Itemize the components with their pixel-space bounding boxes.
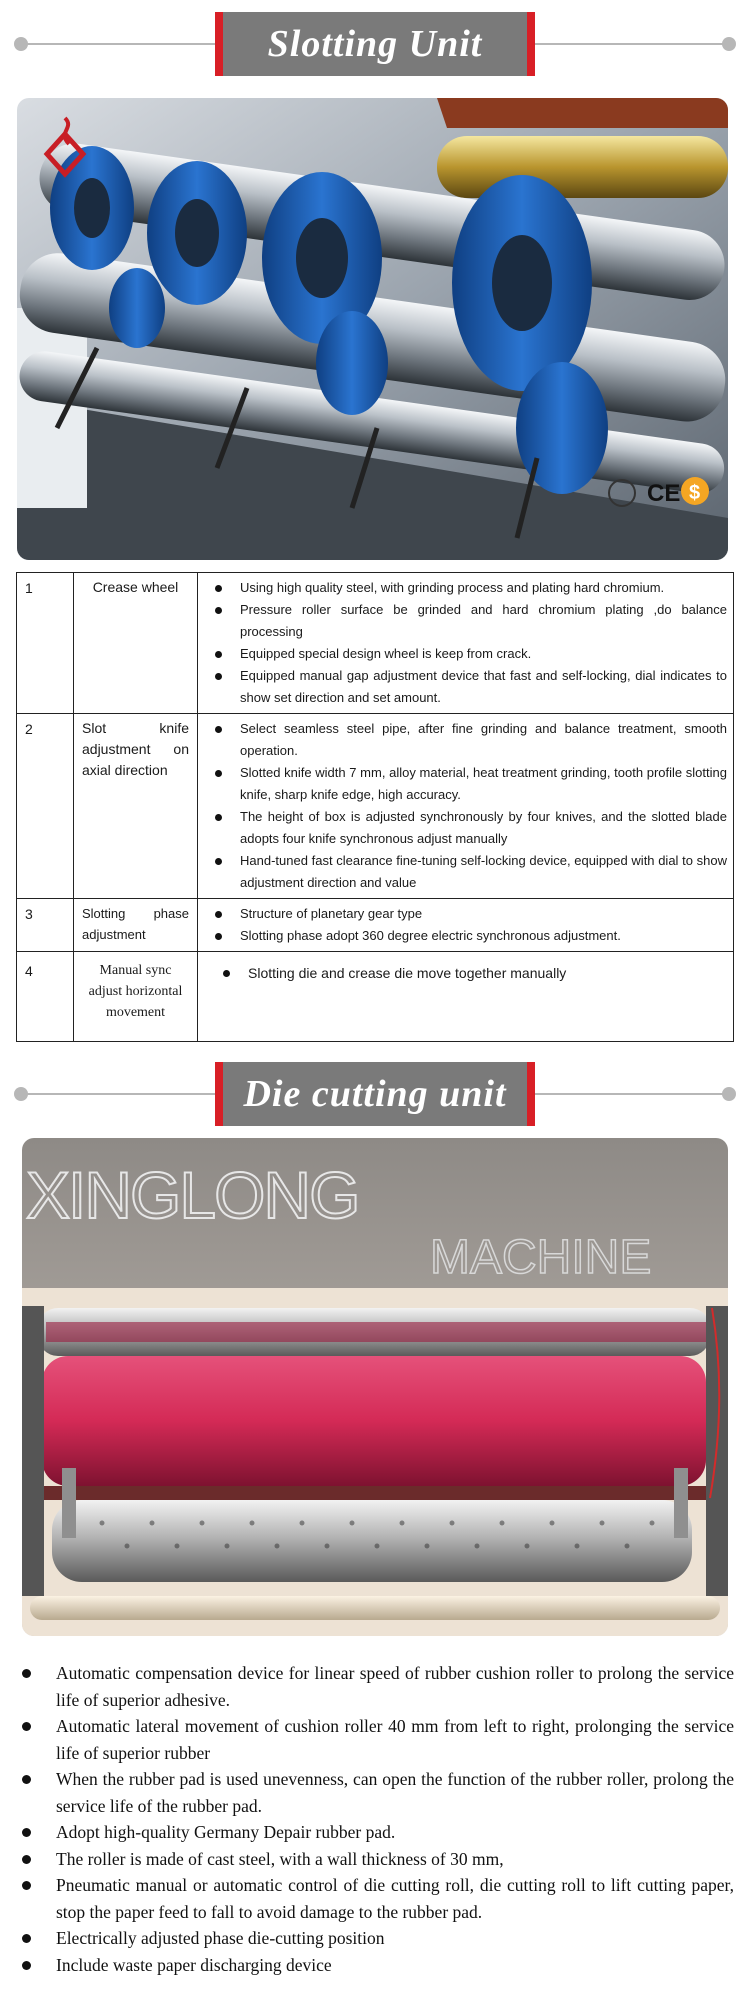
list-item: Automatic lateral movement of cushion roller 40 mm from left to right, prolonging the service life of superior rubber xyxy=(22,1713,734,1766)
list-item: Slotting phase adopt 360 degree electric synchronous adjustment. xyxy=(212,925,727,947)
row-number: 2 xyxy=(17,714,74,899)
list-item: Slotting die and crease die move together manually xyxy=(220,962,727,984)
slotting-unit-title: Slotting Unit xyxy=(267,23,483,65)
die-cutting-unit-title-box xyxy=(215,1062,535,1126)
slotting-unit-title-box xyxy=(215,12,535,76)
row-item-name: Manual sync adjust horizontal movement xyxy=(74,952,198,1042)
photo-sign-xinglong: XINGLONG xyxy=(26,1158,359,1232)
list-item: The height of box is adjusted synchronously by four knives, and the slotted blade adopts four knife synchronous adjust manually xyxy=(212,806,727,850)
row-item-name: Slot knife adjustment on axial direction xyxy=(74,714,198,899)
header-dot-right xyxy=(722,1087,736,1101)
die-cutting-unit-header xyxy=(0,1062,750,1126)
row-description xyxy=(198,899,734,952)
blue-slotting-wheel xyxy=(50,146,134,270)
row-description xyxy=(198,714,734,899)
list-item: Electrically adjusted phase die-cutting position xyxy=(22,1925,734,1952)
list-item: Structure of planetary gear type xyxy=(212,903,727,925)
row-number: 3 xyxy=(17,899,74,952)
row-description xyxy=(198,573,734,714)
slotting-spec-table xyxy=(16,572,734,1042)
header-dot-right xyxy=(722,37,736,51)
row-item-name: Slotting phase adjustment xyxy=(74,899,198,952)
list-item: Slotted knife width 7 mm, alloy material, heat treatment grinding, tooth profile slotting knife, sharp knife edge, high accuracy. xyxy=(212,762,727,806)
ce-mark-icon: CE xyxy=(647,480,681,507)
die-cutting-feature-list xyxy=(22,1660,734,1978)
table-row xyxy=(17,952,734,1042)
table-row xyxy=(17,899,734,952)
list-item: Equipped special design wheel is keep from crack. xyxy=(212,643,727,665)
table-row xyxy=(17,573,734,714)
row-item-name: Crease wheel xyxy=(74,573,198,714)
dollar-shield-icon: $ xyxy=(689,482,701,504)
photo-sign-machine: MACHINE xyxy=(430,1231,652,1284)
die-cutting-unit-title: Die cutting unit xyxy=(243,1073,507,1115)
table-row xyxy=(17,714,734,899)
die-cutting-unit-photo xyxy=(22,1138,728,1636)
list-item: Automatic compensation device for linear speed of rubber cushion roller to prolong the service life of superior adhesive. xyxy=(22,1660,734,1713)
slotting-unit-header xyxy=(0,12,750,76)
row-number: 4 xyxy=(17,952,74,1042)
list-item: Pressure roller surface be grinded and hard chromium plating ,do balance processing xyxy=(212,599,727,643)
list-item: Hand-tuned fast clearance fine-tuning self-locking device, equipped with dial to show adjustment direction and value xyxy=(212,850,727,894)
list-item: Include waste paper discharging device xyxy=(22,1952,734,1979)
blue-slotting-wheel xyxy=(147,161,247,305)
slotting-unit-photo xyxy=(17,98,728,560)
list-item: When the rubber pad is used unevenness, can open the function of the rubber roller, prolong the service life of the rubber pad. xyxy=(22,1766,734,1819)
blue-slotting-wheel xyxy=(452,175,592,391)
list-item: Using high quality steel, with grinding process and plating hard chromium. xyxy=(212,577,727,599)
list-item: The roller is made of cast steel, with a wall thickness of 30 mm, xyxy=(22,1846,734,1873)
list-item: Pneumatic manual or automatic control of die cutting roll, die cutting roll to lift cutting paper, stop the paper feed to fall to avoid damage to the rubber pad. xyxy=(22,1872,734,1925)
row-number: 1 xyxy=(17,573,74,714)
list-item: Select seamless steel pipe, after fine grinding and balance treatment, smooth operation. xyxy=(212,718,727,762)
row-description xyxy=(198,952,734,1042)
list-item: Equipped manual gap adjustment device that fast and self-locking, dial indicates to show set direction and set amount. xyxy=(212,665,727,709)
list-item: Adopt high-quality Germany Depair rubber pad. xyxy=(22,1819,734,1846)
